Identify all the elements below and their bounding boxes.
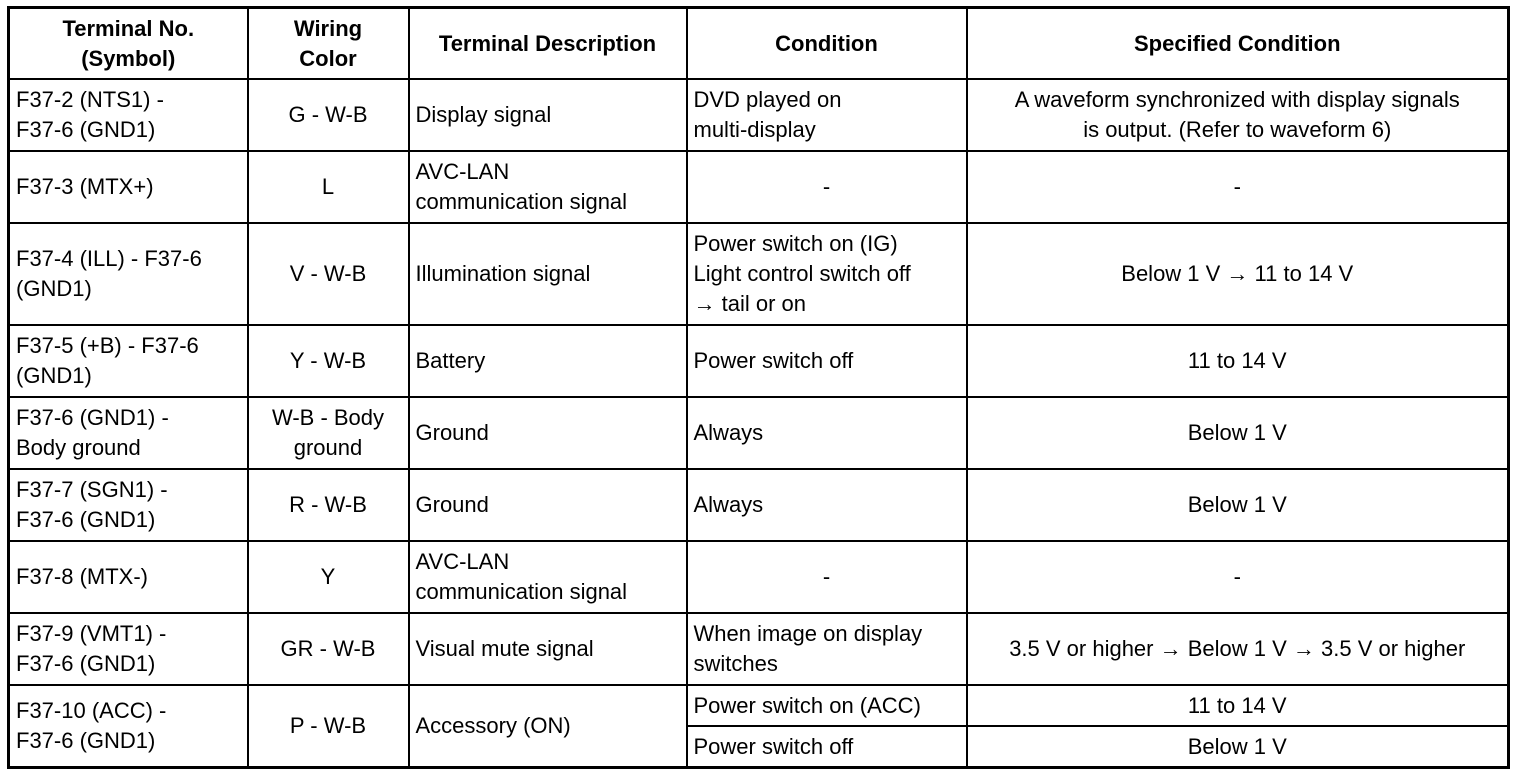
wiring-color-cell: R - W-B: [248, 469, 409, 541]
condition-cell: Always: [687, 469, 967, 541]
terminal-cell: F37-4 (ILL) - F37-6 (GND1): [9, 223, 248, 325]
table-row: [9, 79, 1509, 151]
header-row: [9, 8, 1509, 80]
table-row: [9, 223, 1509, 325]
specified-condition-cell: Below 1 V → 11 to 14 V: [967, 223, 1509, 325]
terminal-cell: F37-7 (SGN1) - F37-6 (GND1): [9, 469, 248, 541]
condition-cell: DVD played on multi-display: [687, 79, 967, 151]
condition-cell: Power switch on (IG) Light control switch off → tail or on: [687, 223, 967, 325]
condition-cell: Power switch off: [687, 726, 967, 768]
table-row: [9, 541, 1509, 613]
description-cell: Accessory (ON): [409, 685, 687, 768]
wiring-color-cell: G - W-B: [248, 79, 409, 151]
terminal-cell: F37-3 (MTX+): [9, 151, 248, 223]
table-row: [9, 685, 1509, 726]
wiring-color-cell: W-B - Body ground: [248, 397, 409, 469]
header-wiring-color: Wiring Color: [248, 8, 409, 80]
header-condition: Condition: [687, 8, 967, 80]
specified-condition-cell: 3.5 V or higher → Below 1 V → 3.5 V or higher: [967, 613, 1509, 685]
specified-condition-cell: Below 1 V: [967, 469, 1509, 541]
condition-cell: -: [687, 151, 967, 223]
specified-condition-cell: A waveform synchronized with display signals is output. (Refer to waveform 6): [967, 79, 1509, 151]
wiring-color-cell: Y - W-B: [248, 325, 409, 397]
terminal-cell: F37-5 (+B) - F37-6 (GND1): [9, 325, 248, 397]
table-row: [9, 151, 1509, 223]
header-terminal-description: Terminal Description: [409, 8, 687, 80]
description-cell: Visual mute signal: [409, 613, 687, 685]
terminal-cell: F37-9 (VMT1) - F37-6 (GND1): [9, 613, 248, 685]
table-row: [9, 613, 1509, 685]
terminal-cell: F37-6 (GND1) - Body ground: [9, 397, 248, 469]
specified-condition-cell: Below 1 V: [967, 397, 1509, 469]
wiring-color-cell: Y: [248, 541, 409, 613]
wiring-color-cell: P - W-B: [248, 685, 409, 768]
condition-cell: Power switch on (ACC): [687, 685, 967, 726]
condition-cell: When image on display switches: [687, 613, 967, 685]
terminal-spec-table: [7, 6, 1510, 769]
condition-cell: Always: [687, 397, 967, 469]
condition-cell: -: [687, 541, 967, 613]
description-cell: Battery: [409, 325, 687, 397]
terminal-cell: F37-8 (MTX-): [9, 541, 248, 613]
table-row: [9, 397, 1509, 469]
table-row: [9, 325, 1509, 397]
description-cell: Ground: [409, 397, 687, 469]
description-cell: Illumination signal: [409, 223, 687, 325]
wiring-color-cell: L: [248, 151, 409, 223]
terminal-cell: F37-2 (NTS1) - F37-6 (GND1): [9, 79, 248, 151]
condition-cell: Power switch off: [687, 325, 967, 397]
wiring-color-cell: GR - W-B: [248, 613, 409, 685]
description-cell: Display signal: [409, 79, 687, 151]
specified-condition-cell: Below 1 V: [967, 726, 1509, 768]
header-terminal: Terminal No. (Symbol): [9, 8, 248, 80]
description-cell: Ground: [409, 469, 687, 541]
specified-condition-cell: -: [967, 151, 1509, 223]
specified-condition-cell: 11 to 14 V: [967, 325, 1509, 397]
specified-condition-cell: 11 to 14 V: [967, 685, 1509, 726]
description-cell: AVC-LAN communication signal: [409, 541, 687, 613]
terminal-cell: F37-10 (ACC) - F37-6 (GND1): [9, 685, 248, 768]
description-cell: AVC-LAN communication signal: [409, 151, 687, 223]
specified-condition-cell: -: [967, 541, 1509, 613]
table-row: [9, 469, 1509, 541]
header-specified-condition: Specified Condition: [967, 8, 1509, 80]
wiring-color-cell: V - W-B: [248, 223, 409, 325]
